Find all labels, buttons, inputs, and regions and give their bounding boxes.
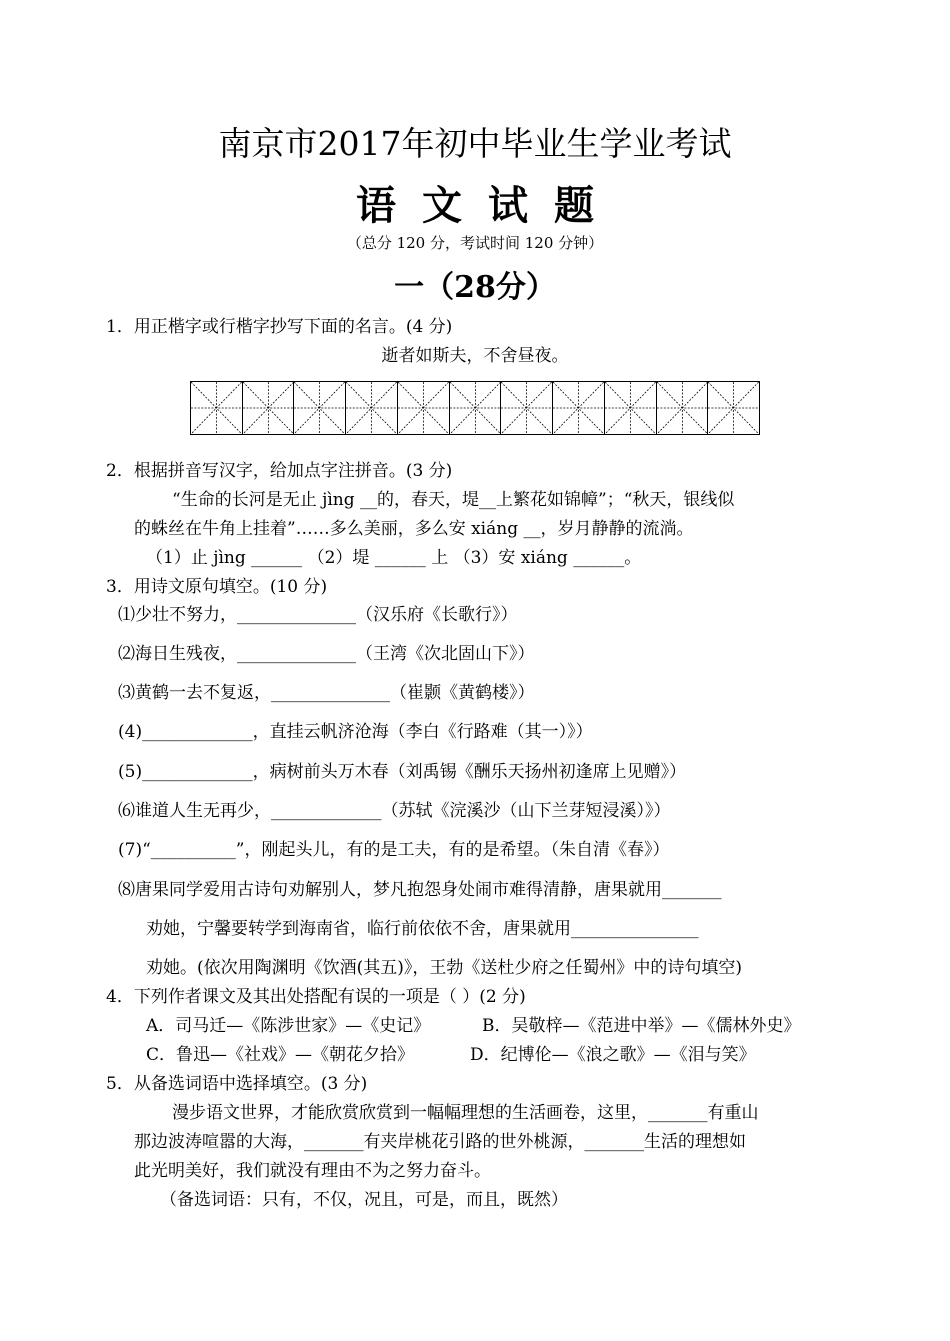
exam-title: 南京市2017年初中毕业生学业考试 [218, 124, 732, 163]
q5-passage-line1[interactable]: 漫步语文世界，才能欣赏欣赏到一幅幅理想的生活画卷，这里，_______有重山 [172, 1103, 759, 1123]
grid-cell[interactable] [553, 382, 605, 434]
q1-prompt: 1．用正楷字或行楷字抄写下面的名言。(4 分) [106, 317, 453, 337]
grid-cell[interactable] [294, 382, 346, 434]
grid-cell[interactable] [346, 382, 398, 434]
grid-cell[interactable] [501, 382, 553, 434]
q5-word-options: （备选词语：只有，不仅，况且，可是，而且，既然） [160, 1190, 568, 1210]
q3-prompt: 3．用诗文原句填空。(10 分) [106, 577, 328, 597]
q3-item[interactable]: (5)_____________，病树前头万木春（刘禹锡《酬乐天扬州初逢席上见赠》） [118, 762, 687, 782]
q2-prompt: 2．根据拼音写汉字，给加点字注拼音。(3 分) [106, 461, 453, 481]
q3-item[interactable]: (7)“__________”，刚起头儿，有的是工夫，有的是希望。（朱自清《春》） [118, 840, 670, 860]
section-heading: 一（28分） [394, 270, 556, 305]
q3-item[interactable]: (4)_____________，直挂云帆济沧海（李白《行路难（其一）》） [118, 722, 593, 742]
q5-prompt: 5．从备选词语中选择填空。(3 分) [106, 1074, 368, 1094]
q2-answer-blanks[interactable]: （1）止 jìng ______ （2）堤 ______ 上 （3）安 xiáng ______。 [146, 548, 642, 568]
q4-option-a[interactable]: A．司马迁—《陈涉世家》—《史记》 [146, 1016, 431, 1036]
q4-prompt: 4．下列作者课文及其出处搭配有误的一项是（ ）(2 分) [106, 987, 526, 1007]
q3-item8-line2[interactable]: 劝她，宁馨要转学到海南省，临行前依依不舍，唐果就用_______________ [146, 919, 699, 939]
q2-passage-line1: “生命的长河是无止 jìng __的，春天，堤__上繁花如锦幛”；“秋天，银线似 [172, 490, 735, 510]
q3-item[interactable]: ⑹谁道人生无再少，_____________（苏轼《浣溪沙（山下兰芽短浸溪）》） [118, 801, 671, 821]
q2-passage-line2: 的蛛丝在牛角上挂着”……多么美丽，多么安 xiáng __，岁月静静的流淌。 [134, 519, 694, 539]
grid-cell[interactable] [191, 382, 243, 434]
q3-item[interactable]: ⑵海日生残夜，______________（王湾《次北固山下》） [118, 644, 535, 664]
q4-option-b[interactable]: B．吴敬梓—《范进中举》—《儒林外史》 [482, 1016, 801, 1036]
q5-passage-line3: 此光明美好，我们就没有理由不为之努力奋斗。 [134, 1161, 491, 1181]
grid-cell[interactable] [657, 382, 709, 434]
q3-item8-line3: 劝她。(依次用陶渊明《饮酒(其五)》，王勃《送杜少府之任蜀州》中的诗句填空) [146, 958, 743, 978]
grid-cell[interactable] [398, 382, 450, 434]
q1-quote: 逝者如斯夫，不舍昼夜。 [381, 346, 569, 366]
grid-cell[interactable] [708, 382, 759, 434]
q3-item[interactable]: ⑶黄鹤一去不复返，______________（崔颢《黄鹤楼》） [118, 683, 535, 703]
grid-cell[interactable] [243, 382, 295, 434]
q4-option-c[interactable]: C．鲁迅—《社戏》—《朝花夕拾》 [146, 1045, 415, 1065]
q3-item[interactable]: ⑻唐果同学爱用古诗句劝解别人，梦凡抱怨身处闹市难得清静，唐果就用_______ [118, 880, 722, 900]
handwriting-grid[interactable] [190, 381, 760, 435]
grid-cell[interactable] [605, 382, 657, 434]
q5-passage-line2[interactable]: 那边波涛喧嚣的大海，_______有夹岸桃花引路的世外桃源，_______生活的理想如 [134, 1132, 746, 1152]
q3-item[interactable]: ⑴少壮不努力，______________（汉乐府《长歌行》） [118, 605, 518, 625]
exam-info: （总分 120 分，考试时间 120 分钟） [346, 234, 604, 252]
subject-title: 语文试题 [356, 182, 620, 229]
q4-option-d[interactable]: D．纪博伦—《浪之歌》—《泪与笑》 [470, 1045, 756, 1065]
grid-cell[interactable] [450, 382, 502, 434]
